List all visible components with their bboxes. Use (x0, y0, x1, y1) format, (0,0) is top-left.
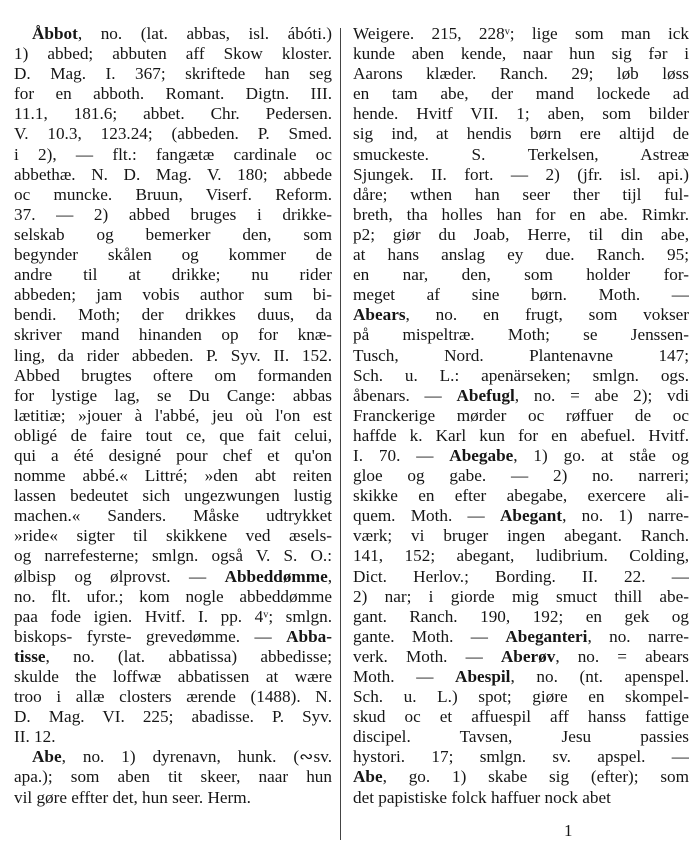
entry-text: Tusch, Nord. Plantenavne 147; (353, 345, 689, 365)
text-line (14, 426, 332, 446)
headword: tisse (14, 646, 46, 666)
text-line (14, 285, 332, 305)
text-line (14, 788, 332, 808)
entry-text: Moth. — (353, 667, 456, 686)
text-line (14, 185, 332, 205)
text-line (14, 767, 332, 787)
text-line (14, 386, 332, 406)
text-line (14, 225, 332, 245)
text-line (353, 185, 689, 205)
entry-text: lætitiæ; »jouer à l'abbé, jeu où l'on est (14, 405, 332, 425)
text-line (353, 567, 689, 587)
entry-text: troo i allæ closters ærende (1488). N. (14, 687, 332, 707)
text-line (14, 104, 332, 124)
text-line (353, 767, 689, 787)
text-line (353, 205, 689, 225)
entry-text: lassen bedeutet sich ungezwungen lustig (14, 486, 332, 506)
entry-text: bendi. Moth; der drikkes duus, da (14, 305, 332, 325)
text-line (353, 526, 689, 546)
entry-text: sig ind, at hendis børn ere altijd de (353, 124, 689, 144)
entry-text: gant. Ranch. 190, 192; en gek og (353, 606, 689, 626)
text-line (353, 346, 689, 366)
headword: Abegant (500, 506, 563, 526)
entry-text: for lystige lag, se Du Cange: abbas (14, 385, 332, 405)
entry-text: obligé de faire tout ce, que fait celui, (14, 425, 332, 445)
text-line (353, 386, 689, 406)
entry-text: ølbisp og ølprovst. — (14, 566, 225, 586)
entry-text: begynder skålen og kommer de (14, 245, 332, 265)
entry-text: en tam abe, der mand lockede ad (353, 84, 689, 104)
text-line (353, 727, 689, 747)
entry-text: meget af sine børn. Moth. — (353, 285, 689, 305)
text-line (14, 366, 332, 386)
text-line (353, 84, 689, 104)
text-line (353, 788, 689, 808)
text-line (14, 165, 332, 185)
entry-text: , no. en frugt, som vokser (405, 305, 689, 325)
entry-text: skulde the loffwæ abbatissen at wære (14, 667, 332, 686)
headword: Abespil (455, 667, 511, 686)
text-line (14, 587, 332, 607)
text-line (353, 366, 689, 386)
entry-text: hystori. 17; smlgn. sv. apspel. — (353, 747, 689, 767)
text-line (353, 546, 689, 566)
text-line (353, 124, 689, 144)
text-line (14, 145, 332, 165)
text-line (353, 305, 689, 325)
right-column (353, 24, 689, 808)
headword: Abears (353, 305, 406, 325)
entry-text: »ride« sigter til skikkene ved æsels- (14, 526, 332, 546)
entry-text: p2; giør du Joab, Herre, til din abe, (353, 224, 689, 244)
text-line (14, 466, 332, 486)
text-line (353, 64, 689, 84)
headword: Abba- (286, 626, 332, 646)
entry-text: Dict. Herlov.; Bording. II. 22. — (353, 566, 689, 586)
text-line (14, 245, 332, 265)
entry-text: , no. = abears (555, 646, 689, 666)
text-line (353, 667, 689, 687)
entry-text: Sch. u. L.: apenärseken; smlgn. ogs. (353, 365, 689, 385)
text-line (353, 627, 689, 647)
entry-text: Sjungek. II. fort. — 2) (jfr. isl. api.) (353, 164, 689, 184)
text-line (353, 406, 689, 426)
text-line (14, 205, 332, 225)
text-line (14, 406, 332, 426)
entry-text: Abbed brugtes oftere om formanden (14, 365, 332, 385)
text-line (14, 546, 332, 566)
entry-text: V. 10.3, 123.24; (abbeden. P. Smed. (14, 124, 332, 144)
text-line (353, 245, 689, 265)
entry-text: for en abboth. Romant. Digtn. III. (14, 84, 332, 104)
entry-text: andre til at drikke; nu rider (14, 265, 332, 285)
text-line (14, 567, 332, 587)
entry-text: , (327, 566, 332, 586)
text-line (14, 727, 332, 747)
entry-text: skud oc et affuespil aff hanss fattige (353, 707, 689, 727)
entry-text: breth, tha holles han for en abe. Rimkr. (353, 204, 689, 224)
entry-text: i 2), — flt.: fangætæ cardinale oc (14, 144, 332, 164)
text-line (14, 446, 332, 466)
column-divider (340, 28, 341, 840)
text-line (353, 466, 689, 486)
entry-text: paa fode igien. Hvitf. I. pp. 4ᵛ; smlgn. (14, 606, 332, 626)
text-line (353, 747, 689, 767)
entry-text: , no. (lat. abbatissa) abbedisse; (45, 646, 332, 666)
entry-text: quem. Moth. — (353, 506, 501, 526)
headword: Abe (32, 747, 62, 767)
text-line (353, 506, 689, 526)
entry-text: en nar, den, som holder for- (353, 265, 689, 285)
text-line (353, 165, 689, 185)
entry-text: D. Mag. I. 367; skriftede han seg (14, 64, 332, 84)
entry-text: at hans anslag ey due. Ranch. 95; (353, 245, 689, 265)
text-line (14, 265, 332, 285)
text-line (353, 446, 689, 466)
entry-text: no. flt. ufor.; kom nogle abbeddømme (14, 586, 332, 606)
text-line (14, 84, 332, 104)
text-line (14, 346, 332, 366)
entry-text: vil gøre effter det, hun seer. Herm. (14, 787, 251, 807)
headword: Aberøv (500, 646, 556, 666)
entry-text: I. 70. — (353, 445, 450, 465)
text-line (14, 44, 332, 64)
headword: Abefugl (456, 385, 515, 405)
entry-text: discipel. Tavsen, Jesu passies (353, 727, 689, 747)
entry-text: 1) abbed; abbuten aff Skow kloster. (14, 44, 332, 64)
entry-text: kunde aben kende, naar hun sig fər i (353, 44, 689, 64)
entry-text: og narrefesterne; smlgn. også V. S. O.: (14, 546, 332, 566)
text-line (353, 24, 689, 44)
entry-text: selskab og bemerker den, som (14, 224, 332, 244)
text-line (14, 747, 332, 767)
text-line (14, 627, 332, 647)
text-line (14, 64, 332, 84)
entry-text: machen.« Sanders. Måske udtrykket (14, 506, 332, 526)
entry-text: II. 12. (14, 727, 56, 747)
entry-text: , no. = abe 2); vdi (514, 385, 689, 405)
text-line (353, 707, 689, 727)
text-line (14, 707, 332, 727)
entry-text: , no. 1) dyrenavn, hunk. (∾sv. (61, 747, 332, 767)
text-line (353, 325, 689, 345)
entry-text: qui a été designé pour chef et qu'on (14, 445, 332, 465)
entry-text: abbeden; jam vobis author sum bi- (14, 285, 332, 305)
text-line (14, 325, 332, 345)
entry-text: hende. Hvitf VII. 1; aben, som bilder (353, 104, 689, 124)
text-line (353, 647, 689, 667)
text-line (14, 124, 332, 144)
entry-text: verk. Moth. — (353, 646, 501, 666)
entry-text: , no. (nt. apenspel. (510, 667, 689, 686)
entry-text: smuckeste. S. Terkelsen, Astreæ (353, 144, 689, 164)
entry-text: åbenars. — (353, 385, 457, 405)
entry-text: nomme abbé.« Littré; »den abt reiten (14, 466, 332, 486)
text-line (353, 607, 689, 627)
text-line (353, 426, 689, 446)
text-line (353, 44, 689, 64)
text-line (14, 305, 332, 325)
text-line (14, 667, 332, 687)
entry-text: ling, da rider abbeden. P. Syv. II. 152. (14, 345, 332, 365)
text-line (14, 24, 332, 44)
entry-text: skikke en efter abegabe, exercere ali- (353, 486, 689, 506)
page-number: 1 (564, 821, 573, 840)
headword: Åbbot (32, 24, 78, 43)
entry-text: abbethæ. N. D. Mag. V. 180; abbede (14, 164, 332, 184)
entry-text: på mispeltræ. Moth; se Jenssen- (353, 325, 689, 345)
text-line (14, 607, 332, 627)
text-line (353, 687, 689, 707)
text-line (353, 285, 689, 305)
headword: Abbeddømme (224, 566, 328, 586)
left-column (14, 24, 332, 808)
entry-text: 2) nar; i giorde mig smuct thill abe- (353, 586, 689, 606)
entry-text: Weigere. 215, 228ᵛ; lige som man ick (353, 24, 689, 43)
entry-text: biskops- fyrste- grevedømme. — (14, 626, 287, 646)
entry-text: apa.); som aben tit skeer, naar hun (14, 767, 332, 787)
headword: Abeganteri (505, 626, 588, 646)
entry-text: det papistiske folck haffuer nock abet (353, 787, 611, 807)
entry-text: D. Mag. VI. 225; abadisse. P. Syv. (14, 707, 332, 727)
text-line (353, 104, 689, 124)
entry-text: gloe og gabe. — 2) no. narreri; (353, 466, 689, 486)
text-line (353, 486, 689, 506)
entry-text: , no. narre- (587, 626, 689, 646)
text-line (353, 587, 689, 607)
text-line (14, 486, 332, 506)
entry-text: 141, 152; abegant, ludibrium. Colding, (353, 546, 689, 566)
entry-text: , no. 1) narre- (562, 506, 689, 526)
entry-text: , go. 1) skabe sig (efter); som (382, 767, 689, 787)
entry-text: Franckerige mørder oc røffuer de oc (353, 405, 689, 425)
entry-text: Sch. u. L.) spot; giøre en skompel- (353, 687, 689, 707)
text-line (353, 145, 689, 165)
entry-text: oc muncke. Bruun, Viserf. Reform. (14, 184, 332, 204)
entry-text: haffde k. Karl kun for en abefuel. Hvitf. (353, 425, 689, 445)
headword: Abe (353, 767, 383, 787)
headword: Abegabe (449, 445, 514, 465)
text-line (14, 526, 332, 546)
entry-text: gante. Moth. — (353, 626, 506, 646)
entry-text: skriver mand hinanden op for knæ- (14, 325, 332, 345)
entry-text: , 1) go. at ståe og (513, 445, 689, 465)
entry-text: 11.1, 181.6; abbet. Chr. Pedersen. (14, 104, 332, 124)
text-line (353, 225, 689, 245)
entry-text: 37. — 2) abbed bruges i drikke- (14, 204, 332, 224)
text-line (14, 506, 332, 526)
entry-text: værk; vi bruger ingen abegant. Ranch. (353, 526, 689, 546)
text-line (14, 647, 332, 667)
text-line (14, 687, 332, 707)
entry-text: , no. (lat. abbas, isl. ábóti.) (77, 24, 332, 43)
entry-text: Aarons klæder. Ranch. 29; løb løss (353, 64, 689, 84)
entry-text: dåre; wthen han seer ther tijl ful- (353, 184, 689, 204)
text-line (353, 265, 689, 285)
